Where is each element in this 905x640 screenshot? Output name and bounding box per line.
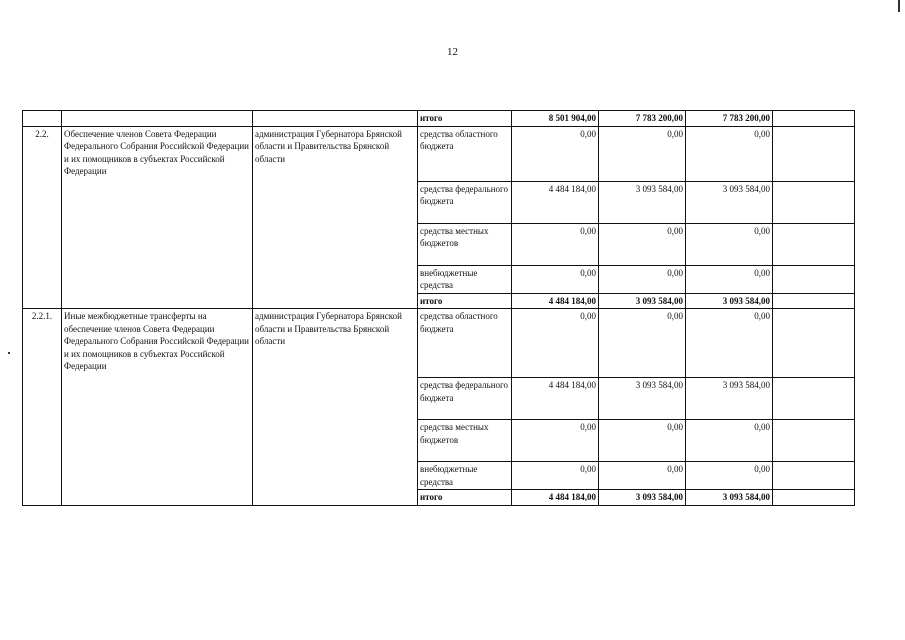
cell-source: средства федерального бюджета xyxy=(418,181,512,223)
cell-value: 0,00 xyxy=(686,420,773,462)
cell-value: 3 093 584,00 xyxy=(686,181,773,223)
cell-name xyxy=(62,111,253,127)
cell-value: 0,00 xyxy=(512,265,599,293)
cell-source: внебюджетные средства xyxy=(418,462,512,490)
cell-value: 4 484 184,00 xyxy=(512,378,599,420)
cell-value: 8 501 904,00 xyxy=(512,111,599,127)
cell-empty xyxy=(773,111,855,127)
cell-value: 0,00 xyxy=(512,420,599,462)
cell-value: 4 484 184,00 xyxy=(512,181,599,223)
cell-source: средства федерального бюджета xyxy=(418,378,512,420)
cell-value: 0,00 xyxy=(512,462,599,490)
cell-value: 4 484 184,00 xyxy=(512,490,599,506)
cell-source: средства областного бюджета xyxy=(418,126,512,181)
cell-source: итого xyxy=(418,293,512,309)
cell-org: администрация Губернатора Брянской области и Правительства Брянской области xyxy=(253,126,418,309)
scan-dot xyxy=(8,352,10,354)
cell-empty xyxy=(773,181,855,223)
cell-num: 2.2. xyxy=(23,126,62,309)
cell-name: Обеспечение членов Совета Федерации Федерального Собрания Российской Федерации и их помощников в субъектах Российской Федерации xyxy=(62,126,253,309)
cell-value: 0,00 xyxy=(512,223,599,265)
cell-value: 0,00 xyxy=(599,309,686,378)
cell-source: внебюджетные средства xyxy=(418,265,512,293)
cell-value: 0,00 xyxy=(512,309,599,378)
cell-value: 0,00 xyxy=(686,126,773,181)
cell-empty xyxy=(773,420,855,462)
cell-value: 0,00 xyxy=(686,223,773,265)
cell-value: 4 484 184,00 xyxy=(512,293,599,309)
scan-edge-mark xyxy=(898,0,900,12)
table-row xyxy=(23,111,855,127)
cell-num xyxy=(23,111,62,127)
cell-value: 3 093 584,00 xyxy=(599,181,686,223)
cell-empty xyxy=(773,293,855,309)
cell-num: 2.2.1. xyxy=(23,309,62,506)
cell-org: администрация Губернатора Брянской области и Правительства Брянской области xyxy=(253,309,418,506)
cell-source: средства областного бюджета xyxy=(418,309,512,378)
cell-value: 0,00 xyxy=(599,126,686,181)
cell-empty xyxy=(773,309,855,378)
cell-value: 7 783 200,00 xyxy=(599,111,686,127)
cell-value: 3 093 584,00 xyxy=(686,490,773,506)
cell-empty xyxy=(773,265,855,293)
cell-value: 7 783 200,00 xyxy=(686,111,773,127)
cell-empty xyxy=(773,378,855,420)
cell-value: 0,00 xyxy=(599,223,686,265)
cell-value: 0,00 xyxy=(599,265,686,293)
cell-value: 3 093 584,00 xyxy=(686,378,773,420)
table-row xyxy=(23,126,855,181)
cell-source: итого xyxy=(418,490,512,506)
cell-source: средства местных бюджетов xyxy=(418,420,512,462)
cell-value: 0,00 xyxy=(686,462,773,490)
cell-source: итого xyxy=(418,111,512,127)
cell-value: 0,00 xyxy=(686,265,773,293)
cell-value: 3 093 584,00 xyxy=(599,490,686,506)
table-row xyxy=(23,309,855,378)
cell-value: 3 093 584,00 xyxy=(599,293,686,309)
cell-source: средства местных бюджетов xyxy=(418,223,512,265)
cell-value: 3 093 584,00 xyxy=(599,378,686,420)
cell-value: 0,00 xyxy=(599,420,686,462)
cell-name: Иные межбюджетные трансферты на обеспечение членов Совета Федерации Федерального Собрания Российской Федерации и их помощников в субъектах Российской Федерации xyxy=(62,309,253,506)
cell-empty xyxy=(773,126,855,181)
cell-empty xyxy=(773,462,855,490)
cell-value: 0,00 xyxy=(686,309,773,378)
cell-org xyxy=(253,111,418,127)
page-number: 12 xyxy=(447,46,458,58)
cell-value: 0,00 xyxy=(512,126,599,181)
cell-empty xyxy=(773,490,855,506)
cell-empty xyxy=(773,223,855,265)
cell-value: 3 093 584,00 xyxy=(686,293,773,309)
budget-table xyxy=(22,110,855,506)
cell-value: 0,00 xyxy=(599,462,686,490)
